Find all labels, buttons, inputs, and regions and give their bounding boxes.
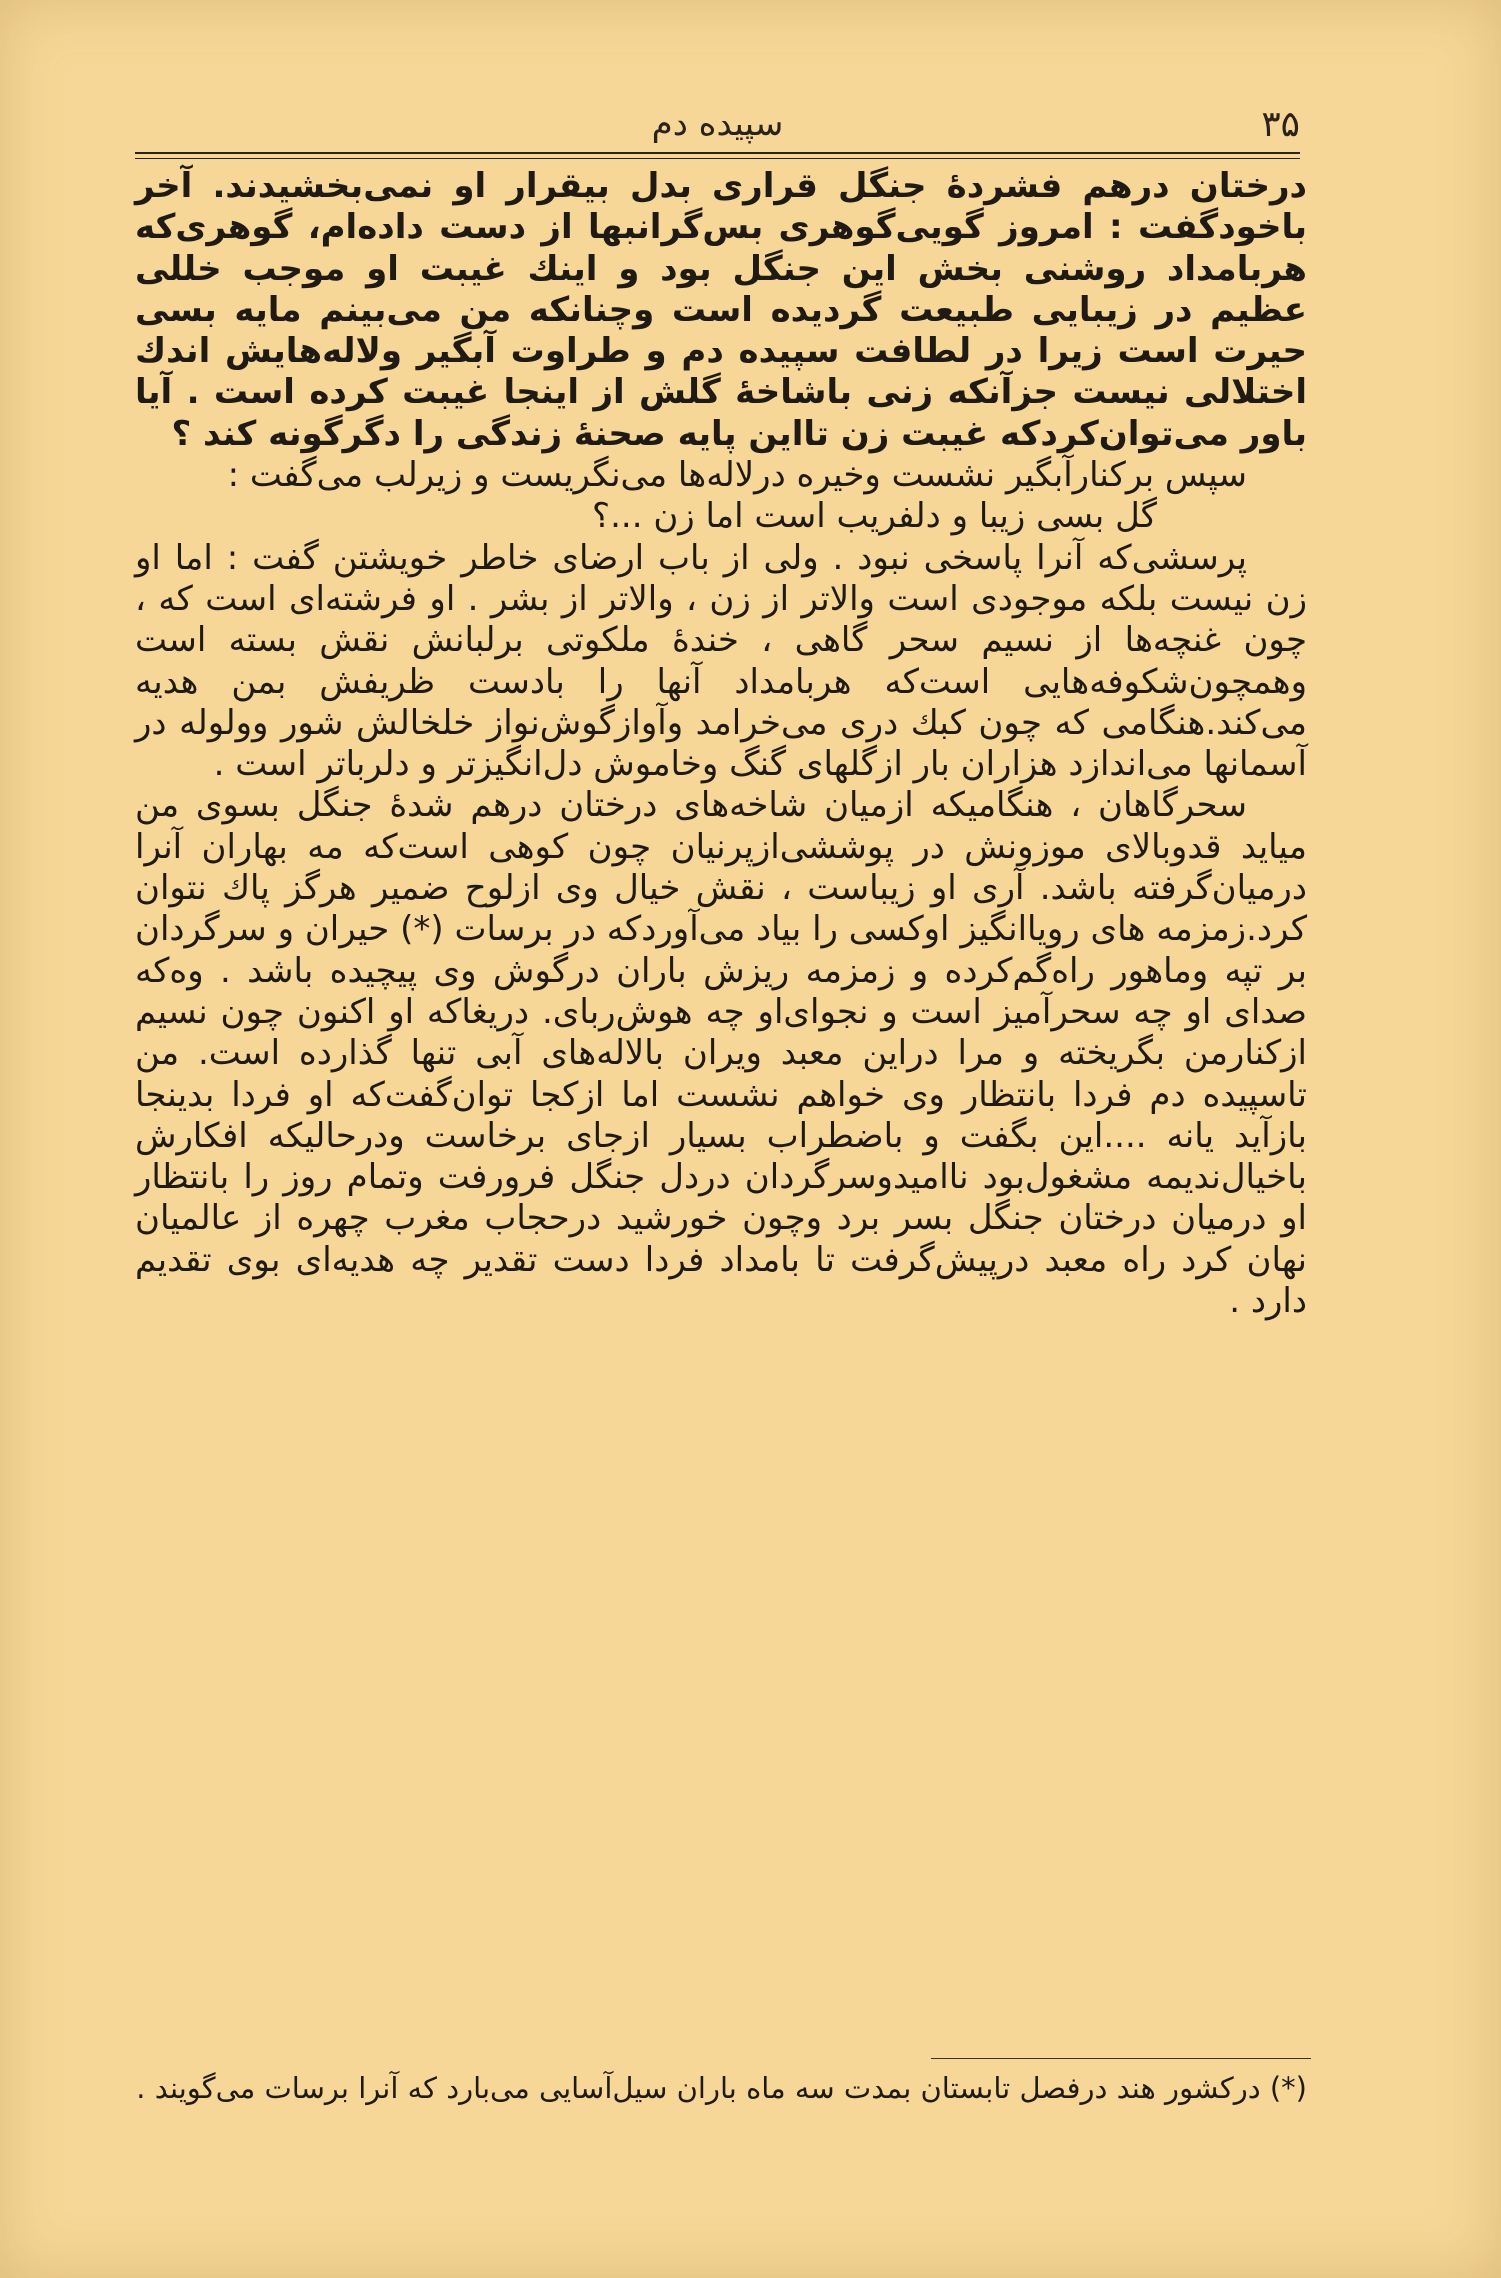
paragraph-4: سحرگاهان ، هنگامیکه ازمیان شاخه‌های درختان درهم شدهٔ جنگل بسوی من میاید قدوبالای موزونش در پوششی‌ازپرنیان چون کوهی است‌که مه بهاران آنرا درمیان‌گرفته باشد. آری او زیباست ، نقش خیال وی ازلوح ضمیر هرگز پاك نتوان کرد.زمزمه های رویاانگیز اوکسی را بیاد می‌آوردکه در برسات (*) حیران و سرگردان بر تپه وماهور راه‌گم‌کرده و زمزمه ریزش باران درگوش وی پیچیده باشد . وه‌که صدای او چه سحرآمیز است و نجوای‌او چه هوش‌ربای. دریغاکه او اکنون چون نسیم ازکنارمن بگریخته و مرا دراین معبد ویران بالاله‌های آبی تنها گذارده است. من تاسپیده دم فردا بانتظار وی خواهم نشست اما ازکجا توان‌گفت‌که او فردا بدینجا بازآید یانه ....این بگفت و باضطراب بسیار ازجای برخاست ودرحالیکه افکارش باخیال‌ندیمه مشغول‌بود ناامیدوسرگردان دردل جنگل فرورفت وتمام روز را بانتظار او درمیان درختان جنگل بسر برد وچون خورشید درحجاب مغرب چهره از عالمیان نهان کرد راه معبد درپیش‌گرفت تا بامداد فردا دست تقدیر چه هدیه‌ای بوی تقدیم دارد . (135, 785, 1307, 1322)
paragraph-1: درختان درهم فشردهٔ جنگل قراری بدل بیقرار او نمی‌بخشیدند. آخر باخودگفت : امروز گویی‌گوهری بس‌گرانبها از دست داده‌ام، گوهری‌که هربامداد روشنی بخش این جنگل بود و اینك غیبت او موجب خللی عظیم در زیبایی طبیعت گردیده است وچنانکه من می‌بینم مایه بسی حیرت است زیرا در لطافت سپیده دم و طراوت آبگیر ولاله‌هایش اندك اختلالی نیست جزآنکه زنی باشاخهٔ گلش از اینجا غیبت کرده است . آیا باور می‌توان‌کردکه غیبت زن تااین پایه صحنهٔ زندگی را دگرگونه کند ؟ (135, 166, 1307, 454)
paragraph-3: پرسشی‌که آنرا پاسخی نبود . ولی از باب ارضای خاطر خویشتن گفت : اما او زن نیست بلکه موجودی است والاتر از زن ، والاتر از بشر . او فرشته‌ای است که ، چون غنچه‌ها از نسیم سحر گاهی ، خندهٔ ملکوتی برلبانش نقش بسته است وهمچون‌شکوفه‌هایی است‌که هربامداد آنها را بادست ظریفش بمن هدیه می‌کند.هنگامی که چون کبك دری می‌خرامد وآوازگوش‌نواز خلخالش شور وولوله در آسمانها می‌اندازد هزاران بار ازگلهای گنگ وخاموش دل‌انگیز‌تر و دلرباتر است . (135, 537, 1307, 785)
page-number: ۳۵ (1261, 104, 1300, 145)
footnote-rule (931, 2058, 1311, 2059)
quoted-line: گل بسی زیبا و دلفریب است اما زن ...؟ (592, 496, 1157, 537)
paragraph-2: سپس برکنارآبگیر نشست وخیره درلاله‌ها می‌نگریست و زیرلب می‌گفت : (227, 455, 1247, 496)
footnote: (*) درکشور هند درفصل تابستان بمدت سه ماه باران سیل‌آسایی می‌بارد که آنرا برسات می‌گویند . (136, 2071, 1307, 2105)
page-header (135, 96, 1300, 156)
header-rule-thin (135, 158, 1300, 159)
main-text (135, 166, 1307, 1322)
running-title: سپیده دم (651, 104, 784, 144)
header-rule (135, 152, 1300, 154)
